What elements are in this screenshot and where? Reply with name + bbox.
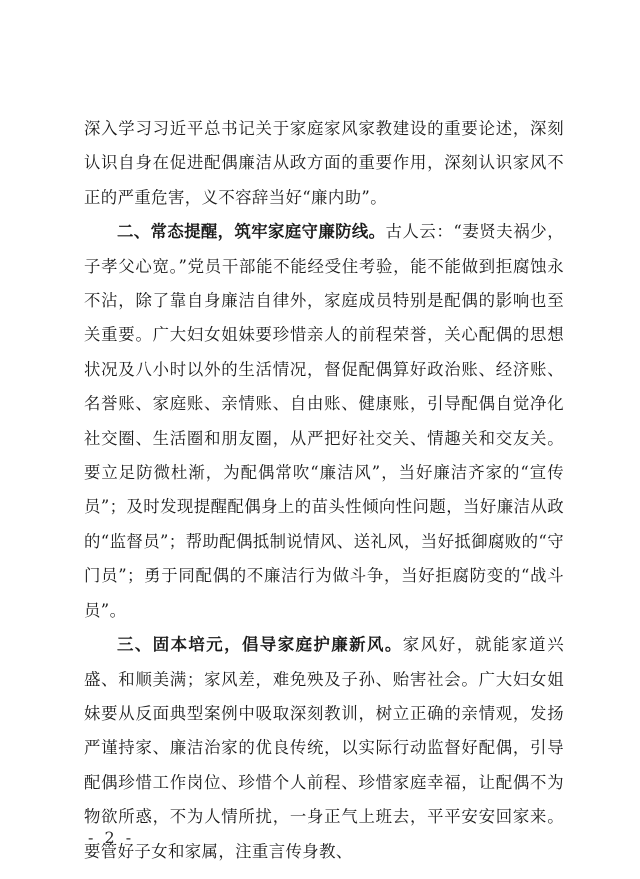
paragraph-text: 家风好，就能家道兴盛、和顺美满；家风差，难免殃及子孙、贻害社会。广大妇女姐妹要从反面典型案例中吸取深刻教训，树立正确的亲情观，发扬严谨持家、廉洁治家的优良传统，以实际行动监督好配偶，引导配偶珍惜工作岗位、珍惜个人前程、珍惜家庭幸福，让配偶不为物欲所惑，不为人情所扰，一身正气上班去，平平安安回家来。要管好子女和家属，注重言传身教、 [84,635,564,861]
section-heading: 二、常态提醒，筑牢家庭守廉防线。 [117,222,386,242]
section-heading: 三、固本培元，倡导家庭护廉新风。 [117,635,403,655]
paragraph-section-3 [84,628,564,869]
paragraph-continuation [84,112,564,215]
document-body [84,112,564,869]
paragraph-text: 深入学习习近平总书记关于家庭家风家教建设的重要论述，深刻认识自身在促进配偶廉洁从政方面的重要作用，深刻认识家风不正的严重危害，义不容辞当好“廉内助”。 [84,119,564,207]
paragraph-text: 古人云：“妻贤夫祸少，子孝父心宽。”党员干部能不能经受住考验，能不能做到拒腐蚀永不沾，除了靠自身廉洁自律外，家庭成员特别是配偶的影响也至关重要。广大妇女姐妹要珍惜亲人的前程荣誉，关心配偶的思想状况及八小时以外的生活情况，督促配偶算好政治账、经济账、名誉账、家庭账、亲情账、自由账、健康账，引导配偶自觉净化社交圈、生活圈和朋友圈，从严把好社交关、情趣关和交友关。要立足防微杜渐，为配偶常吹“廉洁风”，当好廉洁齐家的“宣传员”；及时发现提醒配偶身上的苗头性倾向性问题，当好廉洁从政的“监督员”；帮助配偶抵制说情风、送礼风，当好抵御腐败的“守门员”；勇于同配偶的不廉洁行为做斗争，当好拒腐防变的“战斗员”。 [84,222,565,620]
page-number: - 2 - [88,828,135,847]
paragraph-section-2 [84,215,564,628]
